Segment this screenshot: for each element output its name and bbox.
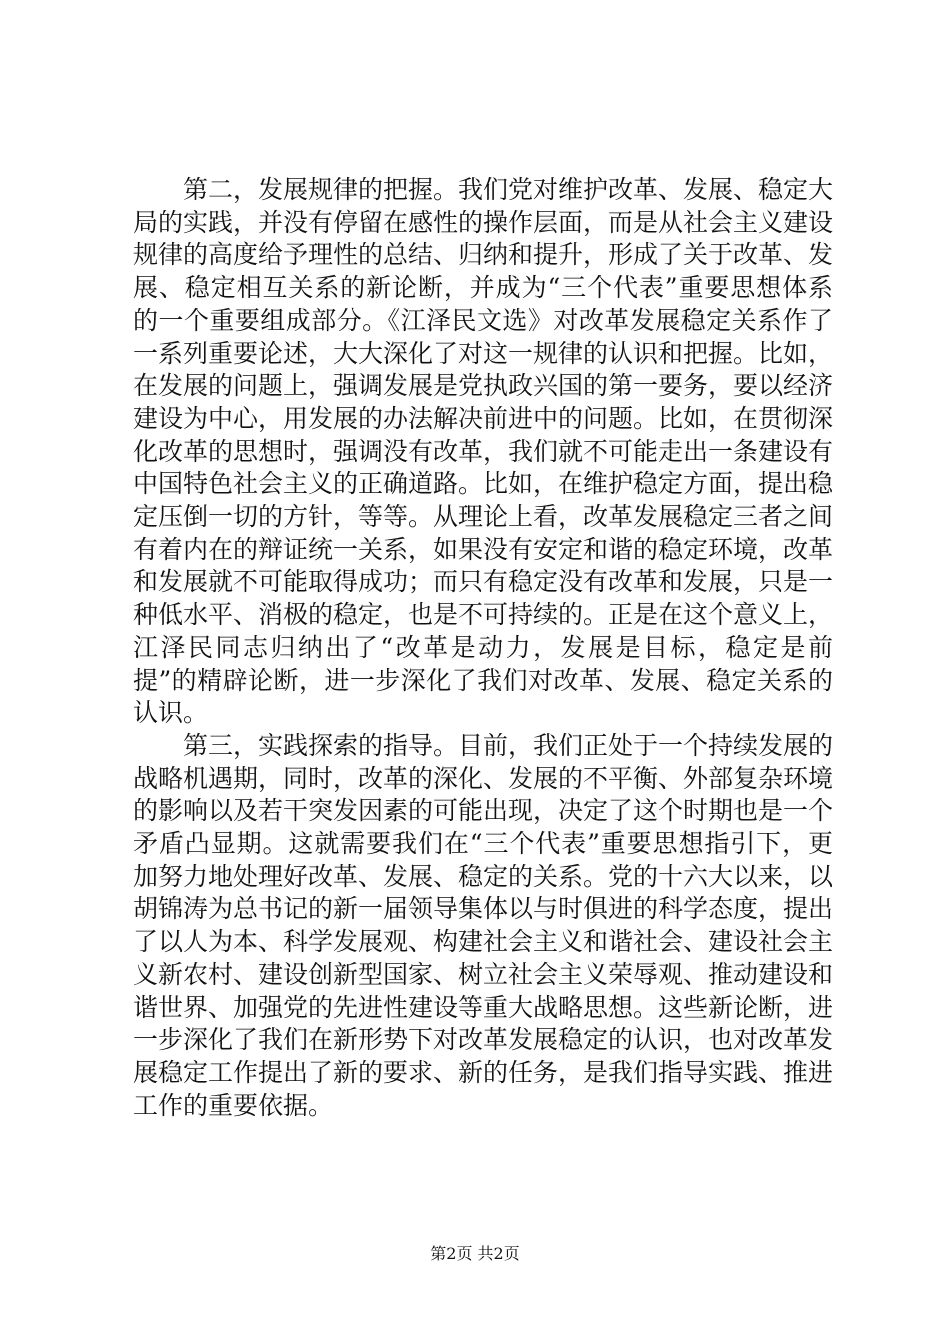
document-body	[133, 174, 833, 1122]
paragraph-second-point: 第二，发展规律的把握。我们党对维护改革、发展、稳定大局的实践，并没有停留在感性的操作层面，而是从社会主义建设规律的高度给予理性的总结、归纳和提升，形成了关于改革、发展、稳定相互关系的新论断，并成为“三个代表”重要思想体系的一个重要组成部分。《江泽民文选》对改革发展稳定关系作了一系列重要论述，大大深化了对这一规律的认识和把握。比如，在发展的问题上，强调发展是党执政兴国的第一要务，要以经济建设为中心，用发展的办法解决前进中的问题。比如，在贯彻深化改革的思想时，强调没有改革，我们就不可能走出一条建设有中国特色社会主义的正确道路。比如，在维护稳定方面，提出稳定压倒一切的方针，等等。从理论上看，改革发展稳定三者之间有着内在的辩证统一关系，如果没有安定和谐的稳定环境，改革和发展就不可能取得成功；而只有稳定没有改革和发展，只是一种低水平、消极的稳定，也是不可持续的。正是在这个意义上，江泽民同志归纳出了“改革是动力，发展是目标，稳定是前提”的精辟论断，进一步深化了我们对改革、发展、稳定关系的认识。	[133, 175, 834, 728]
page-footer: 第2页 共2页	[430, 1244, 520, 1263]
paragraph-third-point: 第三，实践探索的指导。目前，我们正处于一个持续发展的战略机遇期，同时，改革的深化、发展的不平衡、外部复杂环境的影响以及若干突发因素的可能出现，决定了这个时期也是一个矛盾凸显期。这就需要我们在“三个代表”重要思想指引下，更加努力地处理好改革、发展、稳定的关系。党的十六大以来，以胡锦涛为总书记的新一届领导集体以与时俱进的科学态度，提出了以人为本、科学发展观、构建社会主义和谐社会、建设社会主义新农村、建设创新型国家、树立社会主义荣辱观、推动建设和谐世界、加强党的先进性建设等重大战略思想。这些新论断，进一步深化了我们在新形势下对改革发展稳定的认识，也对改革发展稳定工作提出了新的要求、新的任务，是我们指导实践、推进工作的重要依据。	[133, 730, 834, 1120]
